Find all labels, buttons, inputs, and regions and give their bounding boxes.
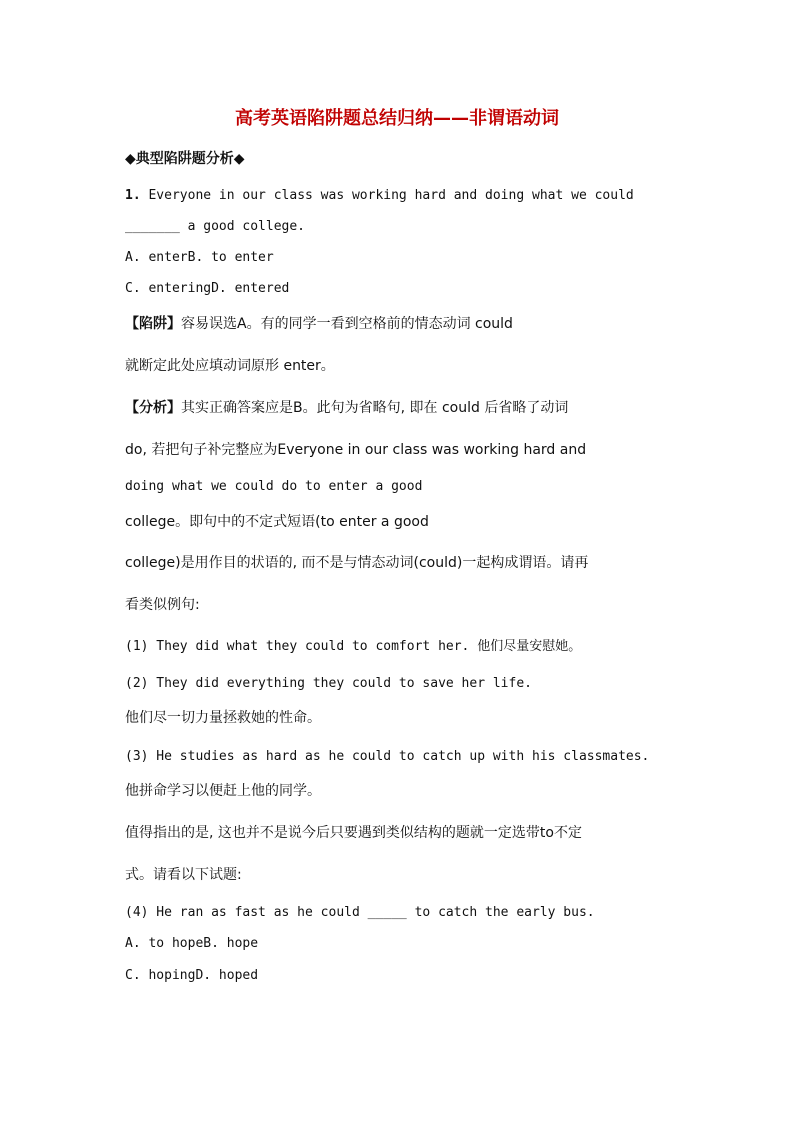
question-4-stem: (4) He ran as fast as he could _____ to catch the early bus.: [125, 905, 595, 920]
analysis-line-3: doing what we could do to enter a good: [125, 479, 423, 494]
example-3-english: (3) He studies as hard as he could to catch up with his classmates.: [125, 749, 650, 764]
example-2-english: (2) They did everything they could to save her life.: [125, 676, 532, 691]
question-number: 1.: [125, 188, 141, 203]
trap-line-2: 就断定此处应填动词原形 enter。: [125, 358, 335, 374]
question-1-options-cd: C. enteringD. entered: [125, 281, 290, 296]
analysis-line-4: college。即句中的不定式短语(to enter a good: [125, 514, 429, 530]
section-heading: ◆典型陷阱题分析◆: [125, 151, 245, 167]
example-2-chinese: 他们尽一切力量拯救她的性命。: [125, 710, 321, 726]
question-1-line-2: _______ a good college.: [125, 219, 306, 234]
example-1: (1) They did what they could to comfort her. 他们尽量安慰她。: [125, 639, 582, 654]
analysis-line-1: [125, 398, 568, 418]
analysis-line-2: do, 若把句子补完整应为Everyone in our class was working hard and: [125, 442, 587, 458]
note-line-2: 式。请看以下试题:: [125, 867, 242, 883]
question-1-options-ab: A. enterB. to enter: [125, 250, 274, 265]
question-1-stem: Everyone in our class was working hard and doing what we could: [140, 188, 634, 203]
question-4-options-ab: A. to hopeB. hope: [125, 936, 259, 951]
document-title: 高考英语陷阱题总结归纳——非谓语动词: [235, 108, 559, 129]
analysis-text: 其实正确答案应是B。此句为省略句, 即在 could 后省略了动词: [181, 400, 569, 416]
analysis-label: 【分析】: [125, 400, 181, 416]
trap-line-1: [125, 314, 513, 334]
trap-text: 容易误选A。有的同学一看到空格前的情态动词 could: [181, 316, 513, 332]
analysis-line-5: college)是用作目的状语的, 而不是与情态动词(could)一起构成谓语。请再: [125, 555, 589, 571]
question-1-line-1: [125, 186, 634, 206]
example-3-chinese: 他拼命学习以便赶上他的同学。: [125, 783, 321, 799]
trap-label: 【陷阱】: [125, 316, 181, 332]
analysis-line-6: 看类似例句:: [125, 597, 200, 613]
note-line-1: 值得指出的是, 这也并不是说今后只要遇到类似结构的题就一定选带to不定: [125, 825, 582, 841]
question-4-options-cd: C. hopingD. hoped: [125, 968, 259, 983]
